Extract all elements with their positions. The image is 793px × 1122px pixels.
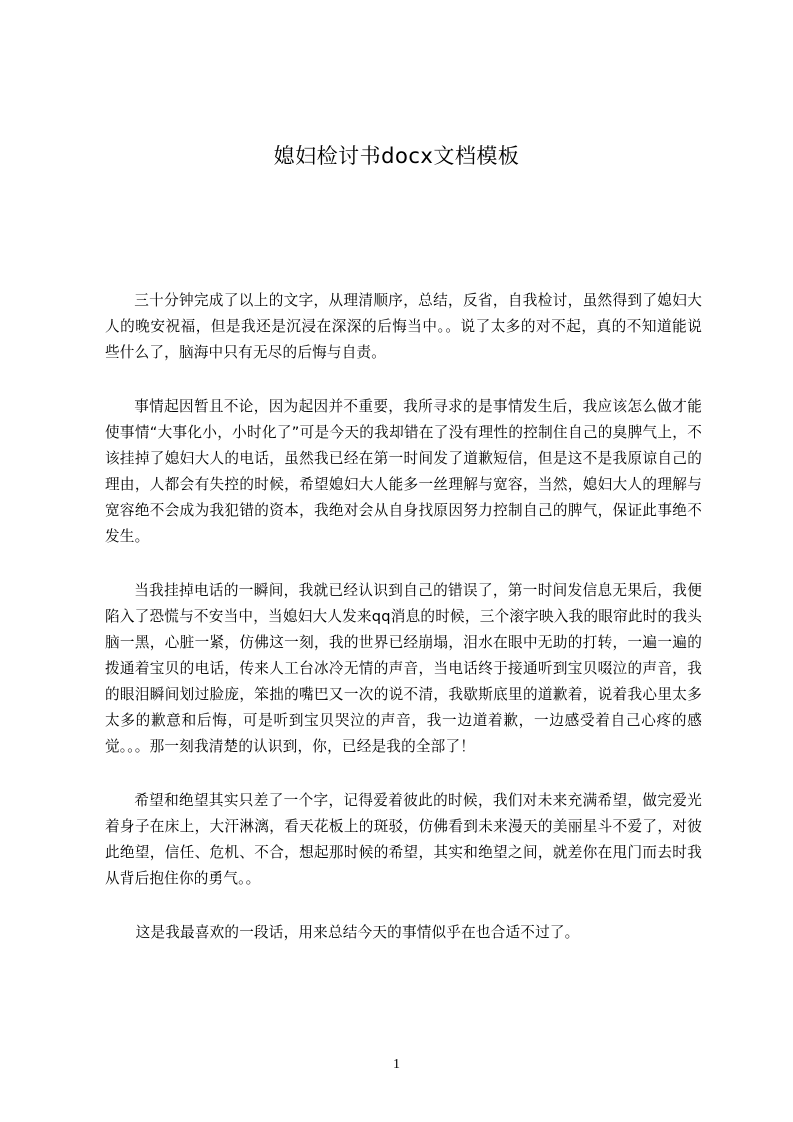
document-title: 媳妇检讨书docx文档模板 [273,144,520,168]
paragraph-2: 事情起因暂且不论，因为起因并不重要，我所寻求的是事情发生后，我应该怎么做才能使事情“大事化小，小时化了”可是今天的我却错在了没有理性的控制住自己的臭脾气上，不该挂掉了媳妇大人的电话，虽然我已经在第一时间发了道歉短信，但是这不是我原谅自己的理由，人都会有失控的时候，希望媳妇大人能多一丝理解与宽容，当然，媳妇大人的理解与宽容绝不会成为我犯错的资本，我绝对会从自身找原因努力控制自己的脾气，保证此事绝不发生。 [105,398,702,545]
paragraph-3: 当我挂掉电话的一瞬间，我就已经认识到自己的错误了，第一时间发信息无果后，我便陷入了恐慌与不安当中，当媳妇大人发来qq消息的时候，三个滚字映入我的眼帘此时的我头脑一黑，心脏一紧，仿佛这一刻，我的世界已经崩塌，泪水在眼中无助的打转，一遍一遍的拨通着宝贝的电话，传来人工台冰冷无情的声音，当电话终于接通听到宝贝啜泣的声音，我的眼泪瞬间划过脸庞，笨拙的嘴巴又一次的说不清，我歇斯底里的道歉着，说着我心里太多太多的歉意和后悔，可是听到宝贝哭泣的声音，我一边道着歉，一边感受着自己心疼的感觉。。。那一刻我清楚的认识到，你，已经是我的全部了！ [105,582,702,755]
document-body [105,288,702,974]
paragraph-1: 三十分钟完成了以上的文字，从理清顺序，总结，反省，自我检讨，虽然得到了媳妇大人的晚安祝福，但是我还是沉浸在深深的后悔当中。。说了太多的对不起，真的不知道能说些什么了，脑海中只有无尽的后悔与自责。 [105,292,702,361]
page-number: 1 [393,1057,400,1072]
paragraph-5: 这是我最喜欢的一段话，用来总结今天的事情似乎在也合适不过了。 [135,924,580,941]
paragraph-4: 希望和绝望其实只差了一个字，记得爱着彼此的时候，我们对未来充满希望，做完爱光着身子在床上，大汗淋漓，看天花板上的斑驳，仿佛看到未来漫天的美丽星斗不爱了，对彼此绝望，信任、危机、不合，想起那时候的希望，其实和绝望之间，就差你在甩门而去时我从背后抱住你的勇气。。 [105,792,702,887]
